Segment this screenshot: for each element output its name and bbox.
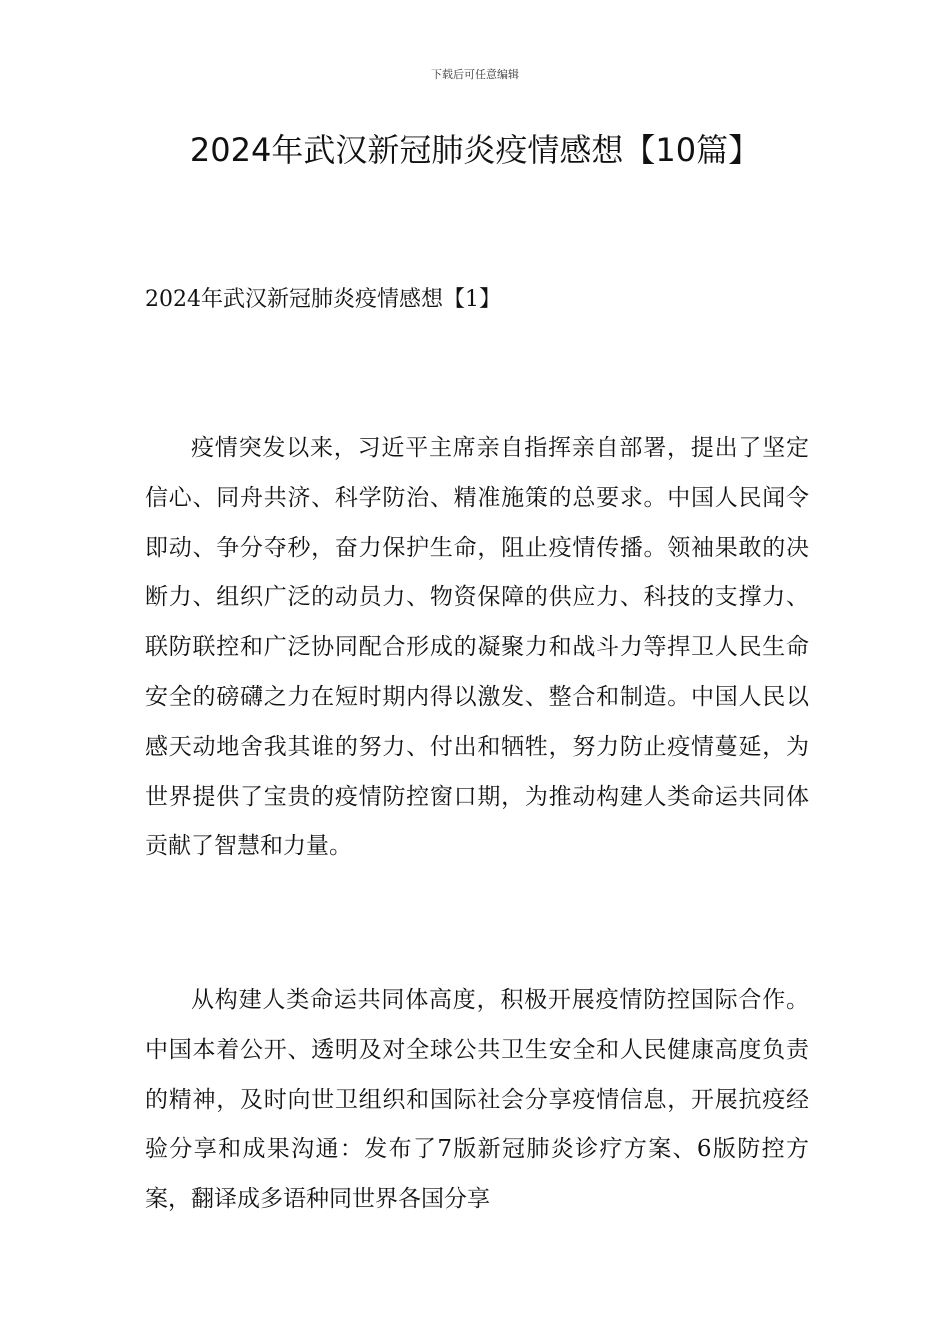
section-heading: 2024年武汉新冠肺炎疫情感想【1】 [145,287,501,312]
document-title: 2024年武汉新冠肺炎疫情感想【10篇】 [189,131,761,169]
header-note: 下载后可任意编辑 [431,68,519,81]
body-paragraph-1: 疫情突发以来，习近平主席亲自指挥亲自部署，提出了坚定信心、同舟共济、科学防治、精准施策的总要求。中国人民闻令即动、争分夺秒，奋力保护生命，阻止疫情传播。领袖果敢的决断力、组织广泛的动员力、物资保障的供应力、科技的支撑力、联防联控和广泛协同配合形成的凝聚力和战斗力等捍卫人民生命安全的磅礴之力在短时期内得以激发、整合和制造。中国人民以感天动地舍我其谁的努力、付出和牺牲，努力防止疫情蔓延，为世界提供了宝贵的疫情防控窗口期，为推动构建人类命运共同体贡献了智慧和力量。 [145,435,809,860]
body-paragraph-2: 从构建人类命运共同体高度，积极开展疫情防控国际合作。中国本着公开、透明及对全球公共卫生安全和人民健康高度负责的精神，及时向世卫组织和国际社会分享疫情信息，开展抗疫经验分享和成果沟通：发布了7版新冠肺炎诊疗方案、6版防控方案，翻译成多语种同世界各国分享 [145,987,809,1213]
